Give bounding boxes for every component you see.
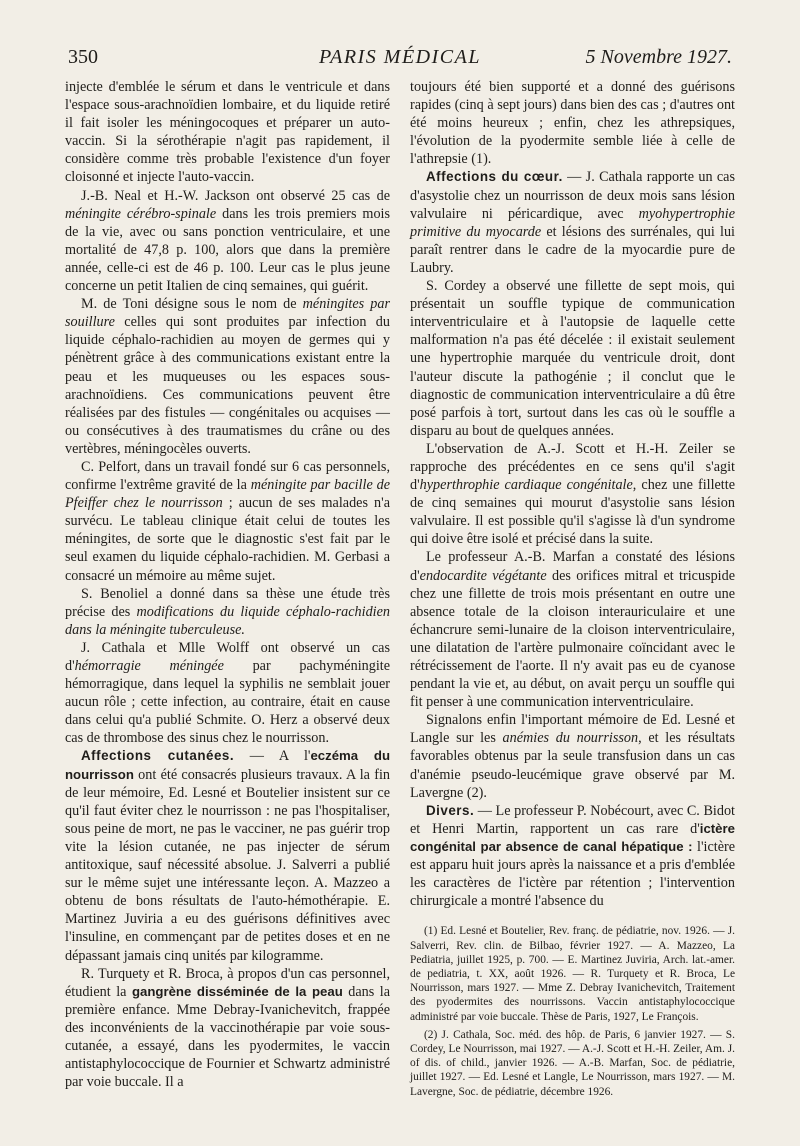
- section-heading: Divers.: [426, 802, 475, 818]
- paragraph: Le professeur A.-B. Marfan a constaté des lésions d'endocardite végétante des orifices mitral et tricuspide chez une fillette de trois mois présentant en outre une absence totale de la cloison interauriculaire et une échancrure semi-lunaire de la cloison interventriculaire, une dilatation de l'artère pulmonaire coïncidant avec le rétrécissement de l'aorte. Il n'y avait pas eu de cyanose pendant la vie et, au début, on avait perçu un souffle qui fit penser à une communication interventriculaire.: [410, 549, 735, 711]
- section-paragraph: Affections du cœur. — J. Cathala rapporte un cas d'asystolie chez un nourrisson de deux mois sans lésion valvulaire ni péricardique, avec myohypertrophie primitive du myocarde et lésions des surrénales, qui lui paraît rentrer dans le cadre de la myocardie pure de Laubry.: [410, 169, 735, 276]
- paragraph: L'observation de A.-J. Scott et H.-H. Zeiler se rapproche des précédentes en ce sens qu'il s'agit d'hyperthrophie cardiaque congénitale, chez une fillette de cinq semaines qui mourut d'asystolie sans lésion valvulaire. Il est possible qu'il s'agisse là d'un syndrome qui doive être isolé et précisé dans la suite.: [410, 440, 735, 548]
- section-paragraph: Affections cutanées. — A l'eczéma du nourrisson ont été consacrés plusieurs travaux. A la fin de leur mémoire, Ed. Lesné et Boutelier insistent sur ce qu'il faut éviter chez le nourrisson : ne pas l'hospitaliser, sous peine de mort, ne pas le vacciner, ne pas guérir trop vite la lésion cutanée, ne pas injecter de sérum antitoxique, sauf nécessité absolue. J. Salverri a publié sur le même sujet une intéressante leçon. A. Mazzeo a obtenu de bons résultats de l'auto-hémothérapie. E. Martinez Juviria a eu des guérisons définitives avec l'insuline, en commençant par de petites doses et en ne dépassant jamais cinq unités par kilogramme.: [65, 748, 391, 964]
- paragraph: injecte d'emblée le sérum et dans le ventricule et dans l'espace sous-arachnoïdien lombaire, et du liquide retiré il fait isoler les méningocoques et préparer un auto-vaccin. Si la sérothérapie n'agit pas rapidement, il considère comme très probable l'existence d'un foyer cloisonné et injecte l'auto-vaccin.: [65, 79, 390, 186]
- running-header: [68, 44, 732, 74]
- page-number: 350: [68, 46, 98, 68]
- section-heading: Affections cutanées.: [81, 748, 235, 764]
- section-heading: Affections du cœur.: [426, 169, 563, 185]
- paragraph: J. Cathala et Mlle Wolff ont observé un cas d'hémorragie méningée par pachyméningite hémorragique, dans lequel la syphilis ne semblait jouer aucun rôle ; cette infection, au contraire, était en cause dans celui qu'a publié Schmite. O. Herz a observé deux cas de thrombose des sinus chez le nourrisson.: [65, 639, 390, 747]
- paragraph: Signalons enfin l'important mémoire de Ed. Lesné et Langle sur les anémies du nourrisson, et les résultats favorables obtenus par la seule transfusion dans un cas d'anémie pseudo-leucémique grave observé par M. Lavergne (2).: [410, 712, 735, 801]
- paragraph: R. Turquety et R. Broca, à propos d'un cas personnel, étudient la gangrène disséminée de la peau dans la première enfance. Mme Debray-Ivanichevitch, frappée des inconvénients de la vaccinothérapie par voie sous-cutanée, a essayé, dans les pyodermites, le vaccin antistaphylococcique de Fournier et Schwartz administré par voie buccale. Il a: [65, 965, 390, 1091]
- footnotes: [410, 924, 735, 1098]
- footnote: (2) J. Cathala, Soc. méd. des hôp. de Paris, 6 janvier 1927. — S. Cordey, Le Nourrisson, mai 1927. — A.-J. Scott et H.-H. Zeiler, Am. J. of dis. of child., janvier 1926. — A.-B. Marfan, Soc. de pédiatrie, juillet 1927. — Ed. Lesné et Langle, Le Nourrisson, mars 1927. — M. Lavergne, Soc. de pédiatrie, décembre 1926.: [410, 1028, 735, 1098]
- paragraph: toujours été bien supporté et a donné des guérisons rapides (cinq à sept jours) dans bien des cas ; d'autres ont été moins heureux ; enfin, chez les athrepsiques, l'évolution de la pyodermite semble liée à celle de l'athrepsie (1).: [410, 79, 735, 168]
- paragraph: S. Cordey a observé une fillette de sept mois, qui présentait un souffle typique de communication interventriculaire et à l'autopsie de laquelle cette malformation n'a pas été décelée : il existait seulement une hypertrophie marquée du ventricule droit, dont l'auteur discute la pathogénie ; il conclut que le diagnostic de communication interventriculaire a dû être posé parfois à tort, surtout dans les cas où le souffle a disparu au bout de quelques années.: [410, 278, 735, 439]
- right-column: [410, 78, 735, 1103]
- paragraph: J.-B. Neal et H.-W. Jackson ont observé 25 cas de méningite cérébro-spinale dans les trois premiers mois de la vie, avec ou sans ponction ventriculaire, et une mortalité de 47,8 p. 100, alors que dans la première année, celle-ci est de 46 p. 100. Leur cas le plus jeune concerne un petit Italien de cinq semaines, qui guérit.: [65, 187, 390, 295]
- footnote: (1) Ed. Lesné et Boutelier, Rev. franç. de pédiatrie, nov. 1926. — J. Salverri, Rev. clin. de Bilbao, février 1927. — A. Mazzeo, La Pediatria, juillet 1925, p. 700. — E. Martinez Juviria, Arch. lat.-amer. de pediatria, t. XX, août 1926. — R. Turquety et R. Broca, Le Nourrisson, mars 1927. — Mme Z. Debray Ivanichevitch, Traitement des pyodermites des nourrissons. Vaccin antistaphylococcique administré par voie buccale. Thèse de Paris, 1927, Le François.: [410, 925, 735, 1023]
- paragraph: C. Pelfort, dans un travail fondé sur 6 cas personnels, confirme l'extrême gravité de la méningite par bacille de Pfeiffer chez le nourrisson ; aucun de ses malades n'a survécu. Le tableau clinique était celui de toutes les méningites, de sorte que le diagnostic s'est fait par le seul examen du liquide céphalo-rachidien. M. Gerbasi a consacré un mémoire au même sujet.: [65, 458, 390, 584]
- issue-date: 5 Novembre 1927.: [585, 46, 732, 68]
- section-paragraph: Divers. — Le professeur P. Nobécourt, avec C. Bidot et Henri Martin, rapportent un cas rare d'ictère congénital par absence de canal hépatique : l'ictère est apparu huit jours après la naissance et a pris d'emblée les caractères de l'ictère par rétention ; l'intervention chirurgicale a montré l'absence du: [410, 802, 736, 910]
- paragraph: S. Benoliel a donné dans sa thèse une étude très précise des modifications du liquide céphalo-rachidien dans la méningite tuberculeuse.: [65, 585, 390, 638]
- paragraph: M. de Toni désigne sous le nom de méningites par souillure celles qui sont produites par infection du liquide céphalo-rachidien au moyen de germes qui y pénètrent grâce à des communications existant entre la peau et les muqueuses ou les espaces sous-arachnoïdiens. Ces communications peuvent être réalisées par des fistules — congénitales ou acquises — ou consécutives à des traumatismes du crâne ou des vertèbres, méningocèles ouverts.: [65, 296, 390, 457]
- journal-title: PARIS MÉDICAL: [319, 46, 481, 68]
- left-column: [65, 78, 390, 1091]
